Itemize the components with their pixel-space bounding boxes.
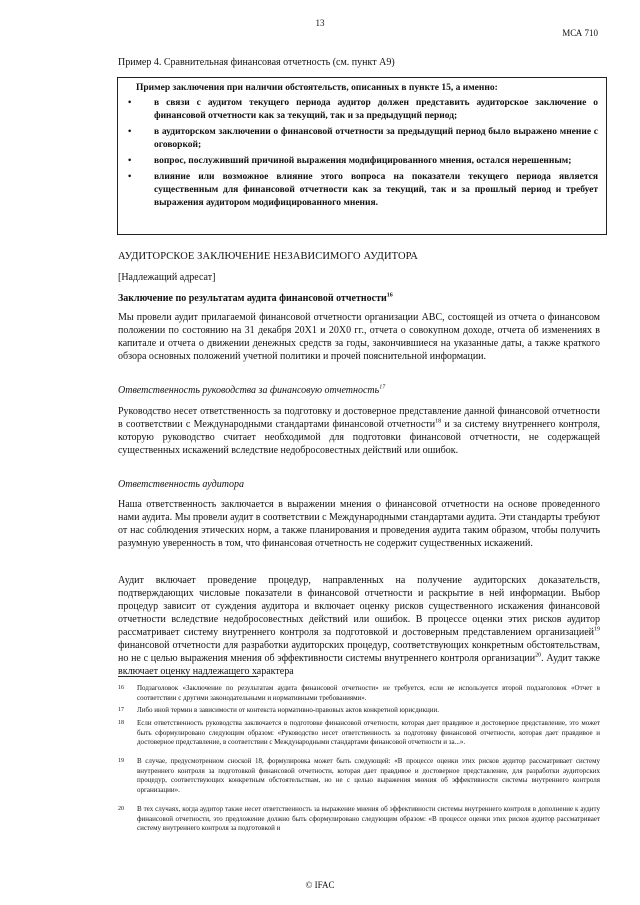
footnote: 16 Подзаголовок «Заключение по результатам аудита финансовой отчетности» не требуется, если не используется второй подзаголовок «Отчет в соответствии с другими законодательными и нормативными требованиями». [118, 684, 600, 702]
example-title: Пример 4. Сравнительная финансовая отчетность (см. пункт А9) [118, 57, 395, 68]
report-title: АУДИТОРСКОЕ ЗАКЛЮЧЕНИЕ НЕЗАВИСИМОГО АУДИТОРА [118, 251, 418, 262]
paragraph-management: Руководство несет ответственность за подготовку и достоверное представление данной финансовой отчетности в соответствии с Международными стандартами финансовой отчетности$^{18}$ и за систему внутреннего контроля, которую руководство считает необходимой для подготовки финансовой отчетности, не содержащей существенных искажений вследствие недобросовестных действий или ошибок. [118, 406, 600, 456]
list-item [126, 97, 598, 123]
list-item [126, 126, 598, 152]
footnote-ref: 16 [386, 292, 393, 299]
footnote-ref: 19 [594, 626, 600, 633]
footnote-ref: 20 [535, 652, 542, 659]
bullet-icon: • [128, 98, 132, 108]
footnote: 20 В тех случаях, когда аудитор также несет ответственность за выражение мнения об эффективности системы внутреннего контроля в дополнение к аудиту финансовой отчетности, это предложение должно быть сформулировано следующим образом: «В процессе оценки этих рисков аудитор рассматривает систему внутреннего контроля за подготовкой и [118, 805, 600, 832]
page-number: 13 [315, 18, 325, 28]
footer-copyright: © IFAC [305, 880, 335, 890]
list-item-text: влияние или возможное влияние этого вопроса на показатели текущего периода является существенным для финансовой отчетности как за текущий, так и за прошлый период и требует выражения аудитором модифицированного мнения. [154, 172, 598, 208]
list-item-text: в связи с аудитом текущего периода аудитор должен представить аудиторское заключение о финансовой отчетности как за текущий, так и за предыдущий период; [154, 98, 598, 121]
paragraph-audit-procedures: Аудит включает проведение процедур, направленных на получение аудиторских доказательств, подтверждающих числовые показатели в финансовой отчетности и раскрытие в ней информации. Выбор процедур зависит от суждения аудитора и включает оценку рисков существенного искажения финансовой отчетности вследствие недобросовестных действий или ошибок. В процессе оценки этих рисков аудитор рассматривает систему внутреннего контроля за подготовкой и достоверным представлением организацией$^{19}$ финансовой отчетности для разработки аудиторских процедур, соответствующих конкретным обстоятельствам, но не с целью выражения мнения об эффективности системы внутреннего контроля организации$^{20}$. Аудит также включает оценку надлежащего характера [118, 575, 600, 677]
list-item [126, 171, 598, 210]
bullet-icon: • [128, 127, 132, 137]
bullet-icon: • [128, 172, 132, 182]
footnote-ref: 17 [379, 384, 386, 391]
footnote-divider [118, 676, 258, 677]
box-intro: Пример заключения при наличии обстоятельств, описанных в пункте 15, а именно: [136, 83, 498, 93]
heading-opinion-section: Заключение по результатам аудита финансовой отчетности$^{16}$ [118, 292, 393, 304]
paragraph-auditor: Наша ответственность заключается в выражении мнения о финансовой отчетности на основе проведенного нами аудита. Мы провели аудит в соответствии с Международными стандартами аудита. Эти стандарты требуют от нас соблюдения этических норм, а также планирования и проведения аудита таким образом, чтобы получить разумную уверенность в том, что финансовая отчетность не содержит существенных искажений. [118, 499, 600, 549]
list-item [126, 155, 598, 168]
heading-management-responsibility: Ответственность руководства за финансовую отчетность$^{17}$ [118, 384, 386, 396]
list-item-text: вопрос, послуживший причиной выражения модифицированного мнения, остался нерешенным; [154, 156, 572, 166]
bullet-icon: • [128, 156, 132, 166]
addressee: [Надлежащий адресат] [118, 272, 216, 283]
heading-auditor-responsibility: Ответственность аудитора [118, 479, 244, 490]
footnote: 18 Если ответственность руководства заключается в подготовке финансовой отчетности, которая дает правдивое и достоверное представление, это может быть сформулировано следующим образом: «Руководство несет ответственность за подготовку финансовой отчетности, которая дает правдивое и достоверное представление, в соответствии с Международными стандартами финансовой отчетности и за...». [118, 719, 600, 746]
footnote: 19 В случае, предусмотренном сноской 18, формулировка может быть следующей: «В процессе оценки этих рисков аудитор рассматривает систему внутреннего контроля за подготовкой финансовой отчетности, которая дает правдивое и достоверное представление, для разработки аудиторских процедур, соответствующих конкретным обстоятельствам, но не с целью выражения мнения об эффективности системы внутреннего контроля организации». [118, 757, 600, 794]
standard-code: МСА 710 [562, 28, 598, 38]
footnote-ref: 18 [435, 418, 442, 425]
footnote: 17 Либо иной термин в зависимости от контекста нормативно-правовых актов конкретной юрисдикции. [118, 706, 439, 714]
conditions-list [126, 97, 598, 210]
list-item-text: в аудиторском заключении о финансовой отчетности за предыдущий период было выражено мнение с оговоркой; [154, 127, 598, 150]
conditions-box [117, 77, 607, 235]
paragraph-scope: Мы провели аудит прилагаемой финансовой отчетности организации ABC, состоящей из отчета о финансовом положении по состоянию на 31 декабря 20X1 и 20X0 гг., отчета о совокупном доходе, отчета об изменениях в капитале и отчета о движении денежных средств за годы, закончившиеся на указанные даты, а также краткого обзора основных положений учетной политики и прочей пояснительной информации. [118, 312, 600, 362]
